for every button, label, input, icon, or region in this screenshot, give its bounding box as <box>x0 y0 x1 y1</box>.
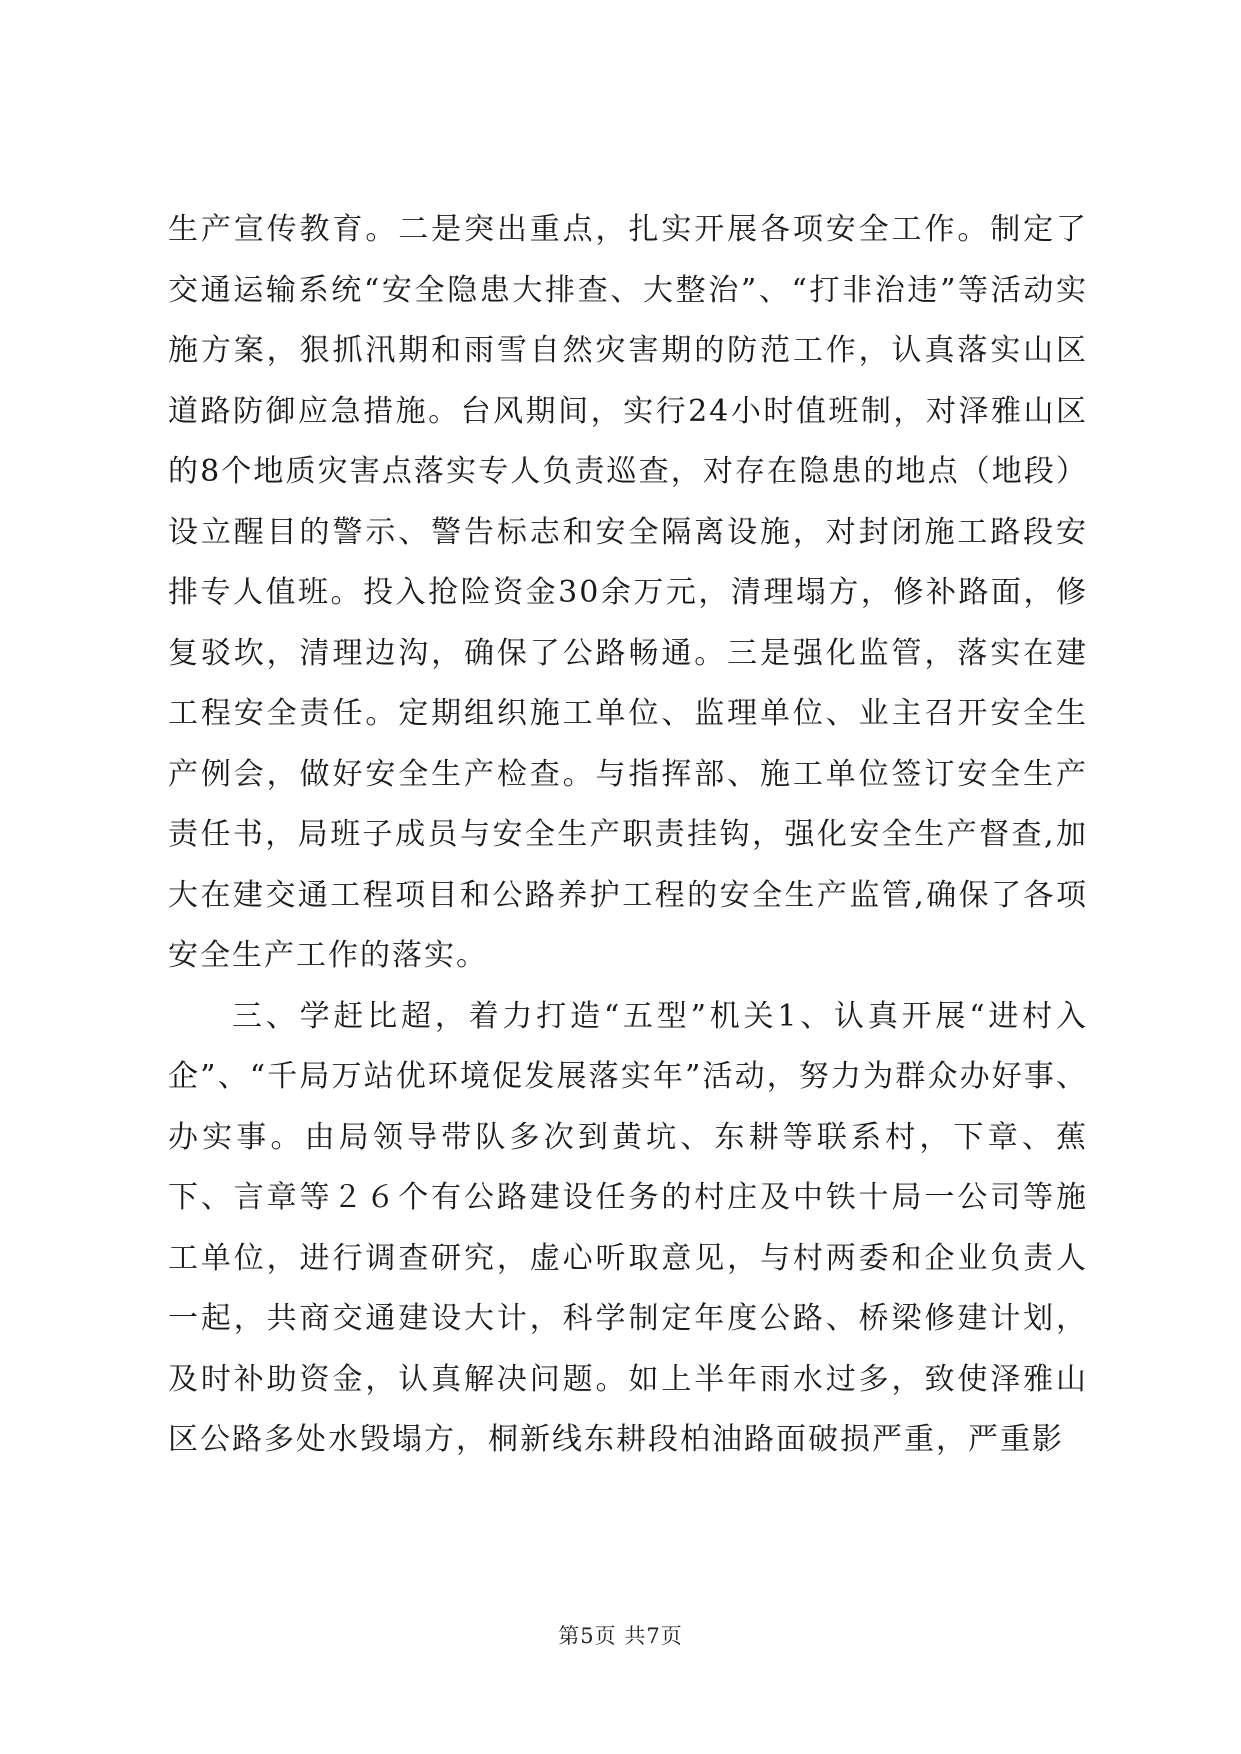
page-number-footer: 第5页 共7页 <box>558 1624 683 1648</box>
document-body <box>168 200 1088 1471</box>
paragraph-safety-work: 生产宣传教育。二是突出重点，扎实开展各项安全工作。制定了交通运输系统“安全隐患大排查、大整治”、“打非治违”等活动实施方案，狠抓汛期和雨雪自然灾害期的防范工作，认真落实山区道路防御应急措施。台风期间，实行24小时值班制，对泽雅山区的8个地质灾害点落实专人负责巡查，对存在隐患的地点（地段）设立醒目的警示、警告标志和安全隔离设施，对封闭施工路段安排专人值班。投入抢险资金30余万元，清理塌方，修补路面，修复驳坎，清理边沟，确保了公路畅通。三是强化监管，落实在建工程安全责任。定期组织施工单位、监理单位、业主召开安全生产例会，做好安全生产检查。与指挥部、施工单位签订安全生产责任书，局班子成员与安全生产职责挂钩，强化安全生产督查,加大在建交通工程项目和公路养护工程的安全生产监管,确保了各项安全生产工作的落实。 <box>168 212 1088 973</box>
paragraph-five-type-organ: 三、学赶比超，着力打造“五型”机关1、认真开展“进村入企”、“千局万站优环境促发展落实年”活动，努力为群众办好事、办实事。由局领导带队多次到黄坑、东耕等联系村，下章、蕉下、言章等２６个有公路建设任务的村庄及中铁十局一公司等施工单位，进行调查研究，虚心听取意见，与村两委和企业负责人一起，共商交通建设大计，科学制定年度公路、桥梁修建计划，及时补助资金，认真解决问题。如上半年雨水过多，致使泽雅山区公路多处水毁塌方，桐新线东耕段柏油路面破损严重，严重影 <box>168 998 1088 1457</box>
